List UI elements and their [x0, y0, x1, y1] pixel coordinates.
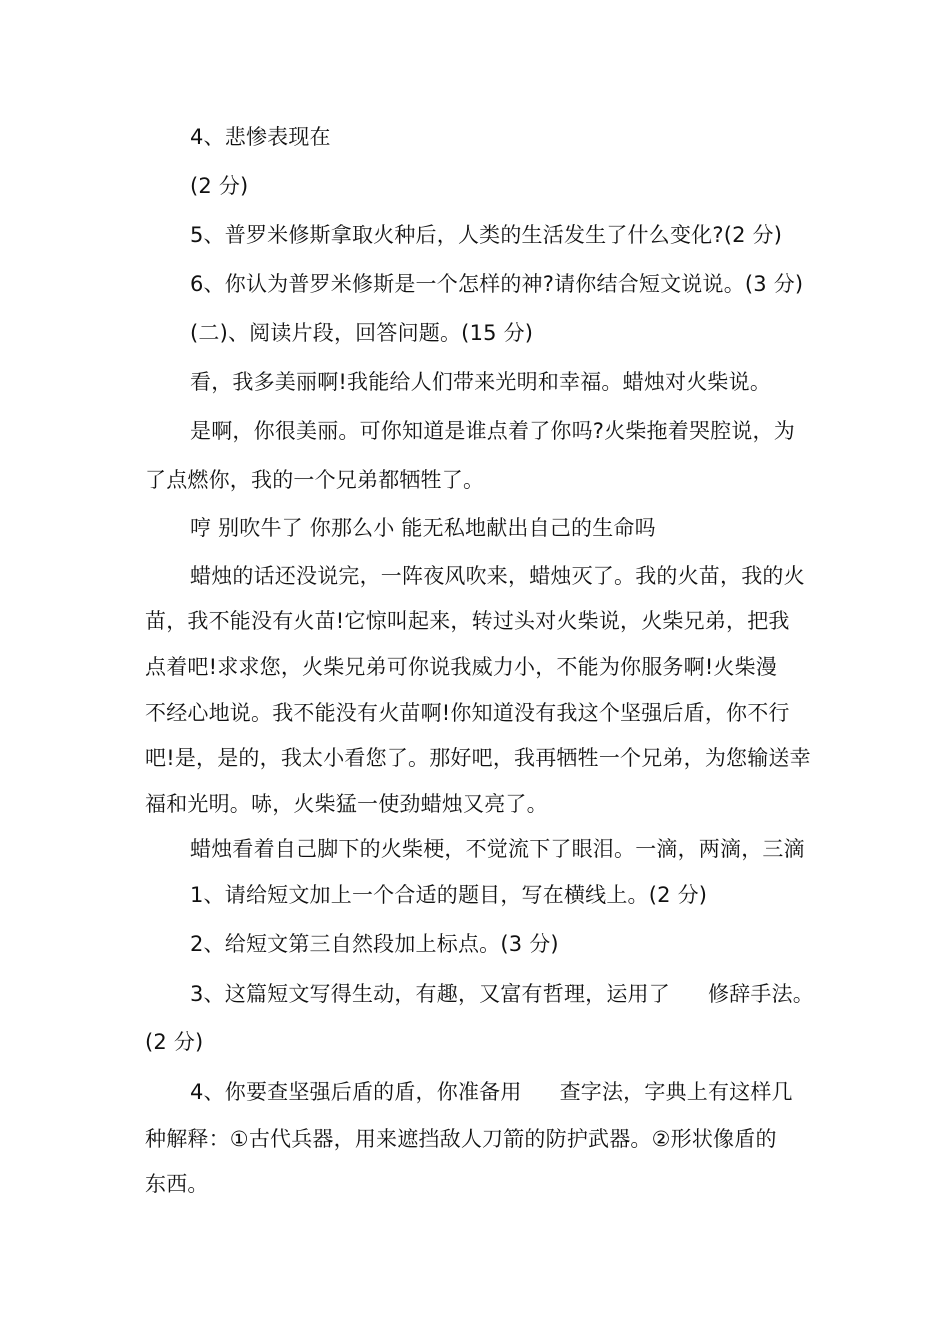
question-4-cont: 种解释：①古代兵器，用来遮挡敌人刀箭的防护武器。②形状像盾的 — [145, 1127, 777, 1151]
question-3-tail: 修辞手法。 — [707, 982, 814, 1006]
question-4-text: 4、你要查坚强后盾的盾，你准备用 — [190, 1080, 522, 1104]
passage-line: 看，我多美丽啊!我能给人们带来光明和幸福。蜡烛对火柴说。 — [190, 370, 772, 394]
section-heading: (二)、阅读片段，回答问题。(15 分) — [190, 321, 534, 345]
question-4-end: 东西。 — [145, 1172, 209, 1196]
question-6: 6、你认为普罗米修斯是一个怎样的神?请你结合短文说说。(3 分) — [190, 272, 804, 296]
question-4-tail: 查字法，字典上有这样几 — [559, 1080, 793, 1104]
question-4 — [190, 1077, 810, 1107]
passage-line: 苗，我不能没有火苗!它惊叫起来，转过头对火柴说，火柴兄弟，把我 — [145, 609, 790, 633]
question-3-text: 3、这篇短文写得生动，有趣，又富有哲理，运用了 — [190, 982, 670, 1006]
passage-line: 不经心地说。我不能没有火苗啊!你知道没有我这个坚强后盾，你不行 — [145, 701, 790, 725]
passage-line: 点着吧!求求您，火柴兄弟可你说我威力小，不能为你服务啊!火柴漫 — [145, 655, 778, 679]
passage-line: 了点燃你，我的一个兄弟都牺牲了。 — [145, 468, 485, 492]
passage-line: 是啊，你很美丽。可你知道是谁点着了你吗?火柴拖着哭腔说，为 — [190, 419, 795, 443]
passage-line: 蜡烛看着自己脚下的火柴梗，不觉流下了眼泪。一滴，两滴，三滴 — [190, 837, 805, 861]
question-3 — [190, 979, 814, 1009]
question-4-score: (2 分) — [190, 174, 249, 198]
question-5: 5、普罗米修斯拿取火种后，人类的生活发生了什么变化?(2 分) — [190, 223, 783, 247]
passage-line: 哼 别吹牛了 你那么小 能无私地献出自己的生命吗 — [190, 516, 656, 540]
passage-line: 福和光明。哧，火柴猛一使劲蜡烛又亮了。 — [145, 792, 548, 816]
passage-line: 吧!是，是的，我太小看您了。那好吧，我再牺牲一个兄弟，为您输送幸 — [145, 746, 811, 770]
question-2: 2、给短文第三自然段加上标点。(3 分) — [190, 932, 559, 956]
question-3-score: (2 分) — [145, 1030, 204, 1054]
question-4-line: 4、悲惨表现在 — [190, 125, 331, 149]
passage-line: 蜡烛的话还没说完，一阵夜风吹来，蜡烛灭了。我的火苗，我的火 — [190, 564, 805, 588]
question-1: 1、请给短文加上一个合适的题目，写在横线上。(2 分) — [190, 883, 708, 907]
